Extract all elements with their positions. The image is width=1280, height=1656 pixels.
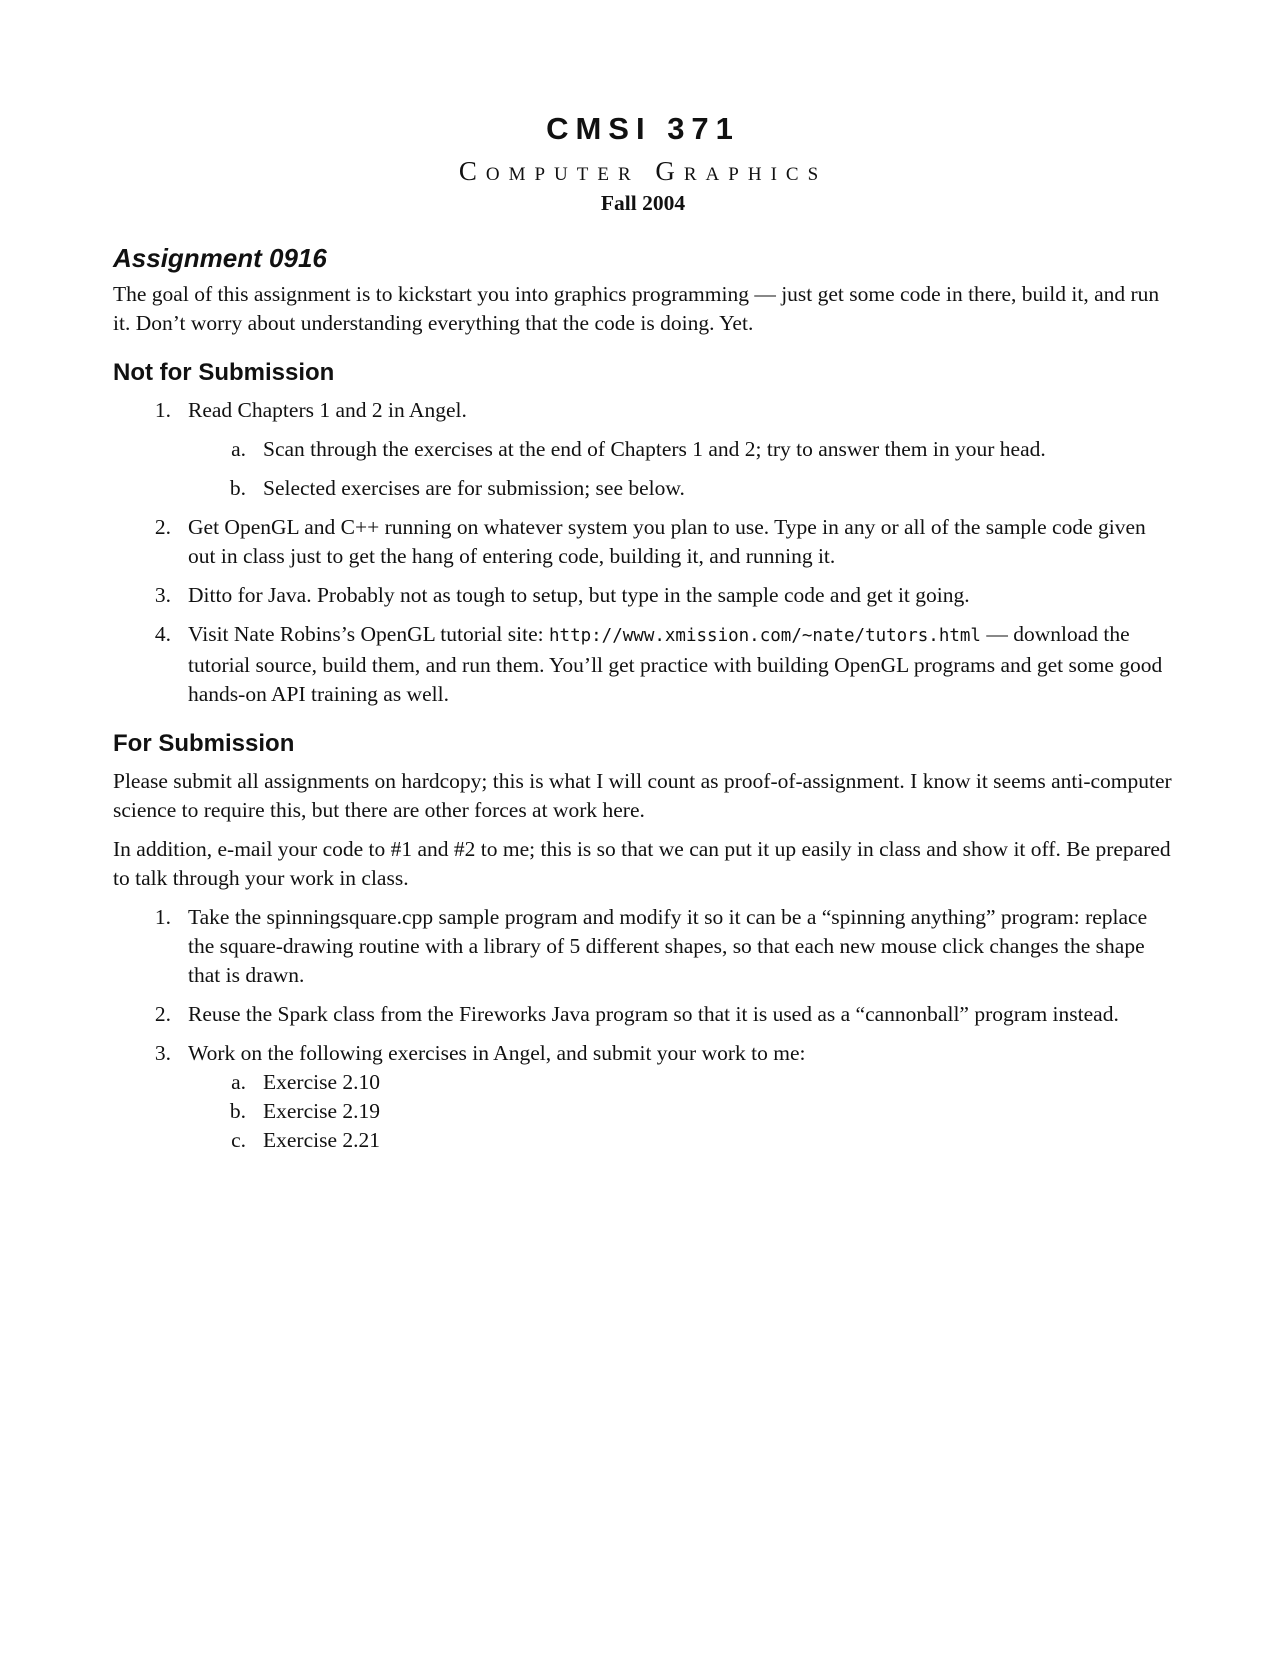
list-item — [113, 620, 1173, 709]
for-submission-heading: For Submission — [113, 730, 295, 757]
list-item — [113, 513, 1173, 571]
sub-list-letter: a. — [231, 437, 246, 461]
list-text: Get OpenGL and C++ running on whatever system you plan to use. Type in any or all of the sample code given out in class just to get the hang of entering code, building it, and running it. — [188, 515, 1146, 568]
list-text: Ditto for Java. Probably not as tough to setup, but type in the sample code and get it going. — [188, 583, 970, 607]
sub-list-text: Scan through the exercises at the end of Chapters 1 and 2; try to answer them in your head. — [263, 437, 1046, 461]
list-text: Read Chapters 1 and 2 in Angel. — [188, 398, 467, 422]
sub-list — [188, 435, 1173, 503]
list-number: 1. — [154, 905, 171, 929]
not-for-submission-heading: Not for Submission — [113, 359, 335, 386]
sub-list-letter: a. — [231, 1070, 246, 1094]
list-number: 2. — [154, 1002, 171, 1026]
list-number: 3. — [154, 583, 171, 607]
list-item — [113, 396, 1173, 503]
list-item — [113, 581, 1173, 610]
sub-list-letter: c. — [231, 1128, 246, 1152]
list-text: Visit Nate Robins’s OpenGL tutorial site: — [188, 622, 549, 646]
list-number: 3. — [154, 1041, 171, 1065]
sub-list-text: Selected exercises are for submission; see below. — [263, 476, 685, 500]
sub-list-text: Exercise 2.21 — [263, 1128, 381, 1152]
list-number: 4. — [154, 622, 171, 646]
sub-list-item — [188, 435, 1173, 464]
course-name: Computer Graphics — [458, 156, 828, 186]
sub-list-item — [188, 474, 1173, 503]
list-number: 1. — [154, 398, 171, 422]
list-item — [113, 903, 1173, 990]
assignment-title: Assignment 0916 — [113, 243, 327, 273]
sub-list — [188, 1068, 1173, 1155]
sub-list-letter: b. — [229, 1099, 246, 1123]
sub-list-item — [188, 1097, 1173, 1126]
list-text: Work on the following exercises in Angel, and submit your work to me: — [188, 1041, 806, 1065]
submission-paragraph: Please submit all assignments on hardcopy; this is what I will count as proof-of-assignment. I know it seems anti-computer science to require this, but there are other forces at work here. — [113, 769, 1172, 822]
tutorial-url-link[interactable]: http://www.xmission.com/~nate/tutors.html — [549, 626, 981, 646]
list-text: Reuse the Spark class from the Fireworks Java program so that it is used as a “cannonball” program instead. — [188, 1002, 1119, 1026]
for-submission-list — [113, 903, 1173, 1155]
list-number: 2. — [154, 515, 171, 539]
sub-list-item — [188, 1068, 1173, 1097]
sub-list-text: Exercise 2.10 — [263, 1070, 381, 1094]
list-text: — download the tutorial source, build them, and run them. You’ll get practice with building OpenGL programs and get some good hands-on API training as well. — [188, 622, 1163, 706]
sub-list-letter: b. — [229, 476, 246, 500]
assignment-intro: The goal of this assignment is to kickstart you into graphics programming — just get some code in there, build it, and run it. Don’t worry about understanding everything that the code is doing. Yet. — [113, 282, 1160, 335]
sub-list-item — [188, 1126, 1173, 1155]
course-code: CMSI 371 — [546, 111, 740, 146]
document-page — [113, 110, 1173, 1165]
sub-list-text: Exercise 2.19 — [263, 1099, 381, 1123]
list-text: Take the spinningsquare.cpp sample program and modify it so it can be a “spinning anything” program: replace the square-drawing routine with a library of 5 different shapes, so that each new mouse click changes the shape that is drawn. — [188, 905, 1148, 987]
not-for-submission-list — [113, 396, 1173, 709]
list-item — [113, 1000, 1173, 1029]
submission-paragraph: In addition, e-mail your code to #1 and #2 to me; this is so that we can put it up easily in class and show it off. Be prepared to talk through your work in class. — [113, 837, 1171, 890]
term: Fall 2004 — [600, 191, 686, 215]
list-item — [113, 1039, 1173, 1155]
